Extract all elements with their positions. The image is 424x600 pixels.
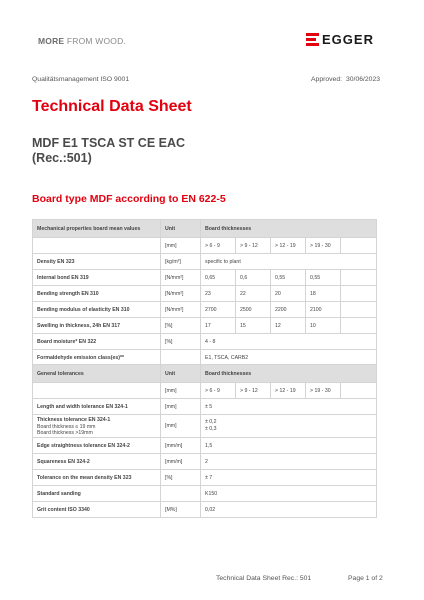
row-label: Bending strength EN 310 — [33, 286, 161, 302]
header-cell: Board thicknesses — [201, 220, 377, 238]
unit-cell: [N/mm²] — [161, 302, 201, 318]
value-cell: 4 - 8 — [201, 334, 377, 350]
table-row — [33, 270, 377, 286]
table-row — [33, 238, 377, 254]
value-cell — [201, 415, 377, 438]
section-title: Board type MDF according to EN 622-5 — [32, 193, 226, 205]
value-cell: 10 — [306, 318, 341, 334]
thickness-cell: > 6 - 9 — [201, 383, 236, 399]
footer-page-number: Page 1 of 2 — [348, 575, 383, 582]
row-label: Tolerance on the mean density EN 323 — [33, 470, 161, 486]
row-label: Squareness EN 324-2 — [33, 454, 161, 470]
table-header-row — [33, 365, 377, 383]
value-cell: 2700 — [201, 302, 236, 318]
value-cell: 20 — [271, 286, 306, 302]
table-row — [33, 415, 377, 438]
unit-cell: [%] — [161, 334, 201, 350]
table-row — [33, 502, 377, 518]
value-cell: 12 — [271, 318, 306, 334]
table-row — [33, 318, 377, 334]
value-cell: 2200 — [271, 302, 306, 318]
unit-cell: [M%] — [161, 502, 201, 518]
logo-text: EGGER — [322, 31, 374, 47]
value-cell: 0,55 — [271, 270, 306, 286]
row-label: Formaldehyde emission class(es)** — [33, 350, 161, 366]
product-name — [32, 136, 185, 166]
thickness-cell: > 9 - 12 — [236, 383, 271, 399]
mechanical-properties-table — [32, 219, 377, 366]
unit-cell: [%] — [161, 470, 201, 486]
unit-cell: [mm] — [161, 383, 201, 399]
tagline — [38, 36, 126, 46]
header-cell: Board thicknesses — [201, 365, 377, 383]
value-cell: 1,5 — [201, 438, 377, 454]
row-label: Length and width tolerance EN 324-1 — [33, 399, 161, 415]
thickness-cell: > 12 - 19 — [271, 383, 306, 399]
unit-cell: [mm] — [161, 399, 201, 415]
row-label: Standard sanding — [33, 486, 161, 502]
row-label: Swelling in thickness, 24h EN 317 — [33, 318, 161, 334]
quality-note: Qualitätsmanagement ISO 9001 — [32, 76, 130, 83]
value-cell: 2 — [201, 454, 377, 470]
value-cell: 0,65 — [201, 270, 236, 286]
unit-cell: [mm] — [161, 238, 201, 254]
header-cell: General tolerances — [33, 365, 161, 383]
approved-label: Approved: — [311, 76, 342, 83]
value-cell: 0,02 — [201, 502, 377, 518]
value-cell: 2100 — [306, 302, 341, 318]
value-cell: 0,6 — [236, 270, 271, 286]
value-cell: E1, TSCA, CARB2 — [201, 350, 377, 366]
thickness-cell: > 19 - 30 — [306, 383, 341, 399]
unit-cell: [N/mm²] — [161, 286, 201, 302]
table-row — [33, 383, 377, 399]
header-cell: Unit — [161, 220, 201, 238]
value-cell: 17 — [201, 318, 236, 334]
table-row — [33, 486, 377, 502]
unit-cell: [N/mm²] — [161, 270, 201, 286]
table-row — [33, 286, 377, 302]
unit-cell: [mm] — [161, 415, 201, 438]
general-tolerances-table — [32, 364, 377, 518]
product-line-2: (Rec.:501) — [32, 151, 92, 165]
tagline-bold: MORE — [38, 36, 65, 46]
table-header-row — [33, 220, 377, 238]
thickness-cell: > 19 - 30 — [306, 238, 341, 254]
egger-logo-icon — [306, 33, 319, 46]
value-cell: 18 — [306, 286, 341, 302]
unit-cell: [mm/m] — [161, 438, 201, 454]
table-row — [33, 454, 377, 470]
value-line: ± 0,2 — [205, 419, 217, 425]
thickness-cell: > 6 - 9 — [201, 238, 236, 254]
row-label — [33, 415, 161, 438]
unit-cell: [%] — [161, 318, 201, 334]
value-cell: specific to plant — [201, 254, 377, 270]
egger-logo — [306, 32, 374, 46]
value-line: ± 0,3 — [205, 426, 217, 432]
value-cell: 0,55 — [306, 270, 341, 286]
row-label-main: Thickness tolerance EN 324-1 — [37, 416, 111, 423]
table-row — [33, 254, 377, 270]
value-cell: K150 — [201, 486, 377, 502]
value-cell: 22 — [236, 286, 271, 302]
header-cell: Unit — [161, 365, 201, 383]
row-sublabel: Board thickness >19mm — [37, 429, 93, 436]
thickness-cell: > 12 - 19 — [271, 238, 306, 254]
row-label: Internal bond EN 319 — [33, 270, 161, 286]
value-cell: 23 — [201, 286, 236, 302]
row-sublabel: Board thickness ≤ 19 mm — [37, 423, 96, 430]
value-cell: 15 — [236, 318, 271, 334]
page-title: Technical Data Sheet — [32, 98, 192, 115]
row-label: Density EN 323 — [33, 254, 161, 270]
value-cell: ± 5 — [201, 399, 377, 415]
table-row — [33, 470, 377, 486]
row-label: Grit content ISO 3340 — [33, 502, 161, 518]
table-row — [33, 399, 377, 415]
row-label: Bending modulus of elasticity EN 310 — [33, 302, 161, 318]
row-label: Edge straightness tolerance EN 324-2 — [33, 438, 161, 454]
row-label: Board moisture* EN 322 — [33, 334, 161, 350]
table-row — [33, 302, 377, 318]
table-row — [33, 334, 377, 350]
tagline-rest: FROM WOOD. — [66, 36, 127, 46]
approved-date: 30/06/2023 — [346, 76, 381, 83]
footer-doc-ref: Technical Data Sheet Rec.: 501 — [216, 575, 312, 582]
unit-cell: [kg/m³] — [161, 254, 201, 270]
table-row — [33, 438, 377, 454]
value-cell: ± 7 — [201, 470, 377, 486]
value-cell: 2500 — [236, 302, 271, 318]
unit-cell: [mm/m] — [161, 454, 201, 470]
header-cell: Mechanical properties board mean values — [33, 220, 161, 238]
unit-cell — [161, 486, 201, 502]
product-line-1: MDF E1 TSCA ST CE EAC — [32, 136, 186, 150]
thickness-cell: > 9 - 12 — [236, 238, 271, 254]
